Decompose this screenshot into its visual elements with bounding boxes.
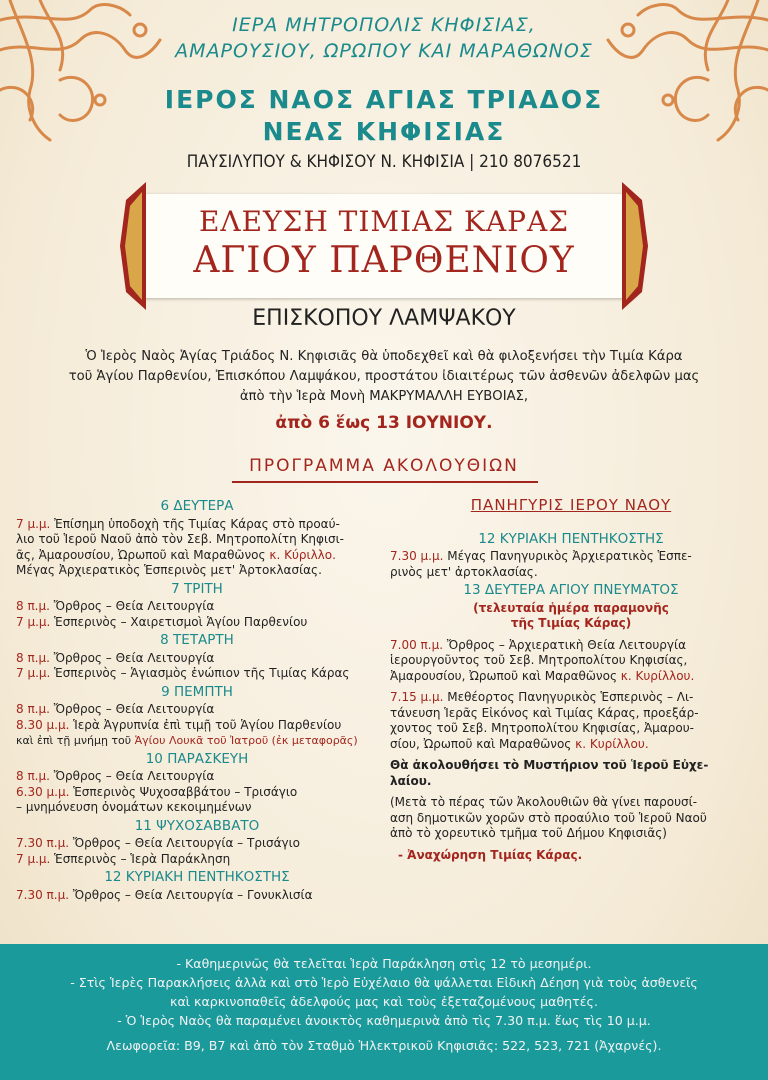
address-line: ΠΑΥΣΙΛΥΠΟΥ & ΚΗΦΙΣΟΥ Ν. ΚΗΦΙΣΙΑ | 210 8076521 [186,152,582,172]
schedule-line: 8 π.μ. Ὄρθρος – Θεία Λειτουργία [16,702,215,716]
day-heading: 10 ΠΑΡΑΣΚΕΥΗ [145,750,249,767]
schedule-line: 7.30 π.μ. Ὄρθρος – Θεία Λειτουργία – Τρισάγιο [16,836,301,850]
schedule-line: 8 π.μ. Ὄρθρος – Θεία Λειτουργία [16,650,215,665]
schedule-line: 7.30 π.μ. Ὄρθρος – Θεία Λειτουργία – Γονυκλισία [16,887,313,902]
footer-notes [0,944,768,1080]
banner-line-1: ΕΛΕΥΣΗ ΤΙΜΙΑΣ ΚΑΡΑΣ [198,205,570,238]
schedule-line: ᾶς, Ἀμαρουσίου, Ὠρωποῦ καὶ Μαραθῶνος κ. Κύριλλο. [16,547,336,562]
program-title: ΠΡΟΓΡΑΜΜΑ ΑΚΟΛΟΥΘΙΩΝ [249,456,519,476]
day-heading: 13 ΔΕΥΤΕΡΑ ΑΓΙΟΥ ΠΝΕΥΜΑΤΟΣ [463,582,679,598]
schedule-line: 7 μ.μ. Ἑσπερινὸς – Χαιρετισμοὶ Ἁγίου Παρθενίου [16,614,308,629]
schedule-line: 8.30 μ.μ. Ἱερὰ Ἀγρυπνία ἐπὶ τιμῇ τοῦ Ἁγίου Παρθενίου [16,717,342,732]
schedule-line: χοντος τοῦ Σεβ. Μητροπολίτου Κηφισίας, Ἀμαρου- [390,721,694,735]
schedule-line: 7 μ.μ. Ἑσπερινὸς – Ἱερὰ Παράκληση [16,851,231,866]
day-heading: 11 ΨΥΧΟΣΑΒΒΑΤΟ [134,817,260,834]
schedule-line: 7 μ.μ. Ἑσπερινὸς – Ἁγιασμὸς ἐνώπιον τῆς Τιμίας Κάρας [16,666,350,680]
last-day-note: (τελευταία ἡμέρα παραμονῆς τῆς Τιμίας Κάρας) [473,600,669,630]
schedule-line: – μνημόνευση ὀνομάτων κεκοιμημένων [16,800,252,814]
schedule-line: αση δημοτικῶν χορῶν στὸ προαύλιο τοῦ Ἱεροῦ Ναοῦ [390,810,707,825]
day-heading: 7 ΤΡΙΤΗ [171,580,223,597]
intro-text: Ὁ Ἱερὸς Ναὸς Ἁγίας Τριάδος Ν. Κηφισιᾶς θὰ ὑποδεχθεῖ καὶ θὰ φιλοξενήσει τὴν Τιμία Κάρα τοῦ Ἁγίου Παρθενίου, Ἐπισκόπου Λαμψάκου, προστάτου ἰδιαιτέρως τῶν ἀσθενῶν ἀδελφῶν μας ἀπὸ τὴν Ἱερὰ Μονὴ ΜΑΚΡΥΜΑΛΛΗ ΕΥΒΟΙΑΣ, [68,349,700,404]
day-heading: 12 ΚΥΡΙΑΚΗ ΠΕΝΤΗΚΟΣΤΗΣ [104,869,290,885]
dates: ἀπὸ 6 ἕως 13 ΙΟΥΝΙΟΥ. [275,413,493,433]
day-heading: 9 ΠΕΜΠΤΗ [161,683,233,700]
program-divider [232,481,538,483]
schedule-line: ρινὸς μετ' ἀρτοκλασίας. [390,564,538,579]
schedule-right [390,496,752,863]
footer-note: - Στὶς Ἱερὲς Παρακλήσεις ἀλλὰ καὶ στὸ Ἱερὸ Εὐχέλαιο θὰ ψάλλεται Εἰδικὴ Δέηση γιὰ τοὺς ἀσθενεῖς [70,975,698,990]
schedule-line: Ἀμαρουσίου, Ὠρωποῦ καὶ Μαραθῶνος κ. Κυρίλλου. [390,668,695,683]
schedule-line: Μέγας Ἀρχιερατικὸς Ἑσπερινὸς μετ' Ἀρτοκλασίας. [16,563,322,577]
schedule-line: σίου, Ὠρωποῦ καὶ Μαραθῶνος κ. Κυρίλλου. [390,736,649,751]
schedule-line: λιο τοῦ Ἱεροῦ Ναοῦ ἀπὸ τὸν Σεβ. Μητροπολίτη Κηφισι- [16,532,345,546]
schedule-line: καὶ ἐπὶ τῇ μνήμῃ τοῦ Ἁγίου Λουκᾶ τοῦ Ἰατροῦ (ἐκ μεταφορᾶς) [16,734,358,747]
church-title: ΙΕΡΟΣ ΝΑΟΣ ΑΓΙΑΣ ΤΡΙΑΔΟΣ ΝΕΑΣ ΚΗΦΙΣΙΑΣ [164,85,604,146]
footer-note: καὶ καρκινοπαθεῖς ἀδελφούς μας καὶ τοὺς ἐξεταζομένους μαθητές. [170,994,598,1009]
subtitle: ΕΠΙΣΚΟΠΟΥ ΛΑΜΨΑΚΟΥ [252,306,516,331]
metropolis-title: ΙΕΡΑ ΜΗΤΡΟΠΟΛΙΣ ΚΗΦΙΣΙΑΣ, ΑΜΑΡΟΥΣΙΟΥ, ΩΡΩΠΟΥ ΚΑΙ ΜΑΡΑΘΩΝΟΣ [175,14,593,62]
schedule-line: (Μετὰ τὸ πέρας τῶν Ἀκολουθιῶν θὰ γίνει παρουσί- [390,795,698,809]
footer-note: - Ὁ Ἱερὸς Ναὸς θὰ παραμένει ἀνοικτὸς καθημερινὰ ἀπὸ τὶς 7.30 π.μ. ἕως τὶς 10 μ.μ. [117,1013,651,1028]
banner-line-2: ΑΓΙΟΥ ΠΑΡΘΕΝΙΟΥ [193,240,575,281]
departure-line: - Ἀναχώρηση Τιμίας Κάρας. [398,847,583,862]
schedule-line: 8 π.μ. Ὄρθρος – Θεία Λειτουργία [16,599,215,613]
day-heading: 6 ΔΕΥΤΕΡΑ [160,498,234,514]
footer-note: - Καθημερινῶς θὰ τελεῖται Ἱερὰ Παράκληση στὶς 12 τὸ μεσημέρι. [176,956,592,971]
schedule-line: 8 π.μ. Ὄρθρος – Θεία Λειτουργία [16,769,215,783]
schedule-line: ἀπὸ τὸ χορευτικὸ τμῆμα τοῦ Δήμου Κηφισιᾶς) [390,826,667,840]
schedule-line: ἱερουργοῦντος τοῦ Σεβ. Μητροπολίτου Κηφισίας, [390,653,688,667]
panigyris-title: ΠΑΝΗΓΥΡΙΣ ΙΕΡΟΥ ΝΑΟΥ [470,496,672,514]
schedule-line: λαίου. [390,773,432,788]
bus-info: Λεωφορεῖα: Β9, Β7 καὶ ἀπὸ τὸν Σταθμὸ Ἠλεκτρικοῦ Κηφισιᾶς: 522, 523, 721 (Ἀχαρνές). [106,1038,662,1053]
schedule-line: 6.30 μ.μ. Ἑσπερινὸς Ψυχοσαββάτου – Τρισάγιο [16,784,298,799]
schedule-left [16,496,378,903]
schedule-line: 7.30 μ.μ. Μέγας Πανηγυρικὸς Ἀρχιερατικὸς Ἑσπε- [390,549,692,563]
schedule-line: 7 μ.μ. Ἐπίσημη ὑποδοχὴ τῆς Τιμίας Κάρας στὸ προαύ- [16,516,340,531]
schedule-line: Θὰ ἀκολουθήσει τὸ Μυστήριον τοῦ Ἱεροῦ Εὐχε- [390,758,709,772]
day-heading: 8 ΤΕΤΑΡΤΗ [160,632,234,648]
schedule-line: τάνευση Ἱερᾶς Εἰκόνος καὶ Τιμίας Κάρας, προεξάρ- [390,705,699,720]
schedule-line: 7.00 π.μ. Ὄρθρος – Ἀρχιερατικὴ Θεία Λειτουργία [390,637,686,652]
schedule-line: 7.15 μ.μ. Μεθέορτος Πανηγυρικὸς Ἑσπερινὸς – Λι- [390,690,694,704]
day-heading: 12 ΚΥΡΙΑΚΗ ΠΕΝΤΗΚΟΣΤΗΣ [478,530,664,547]
